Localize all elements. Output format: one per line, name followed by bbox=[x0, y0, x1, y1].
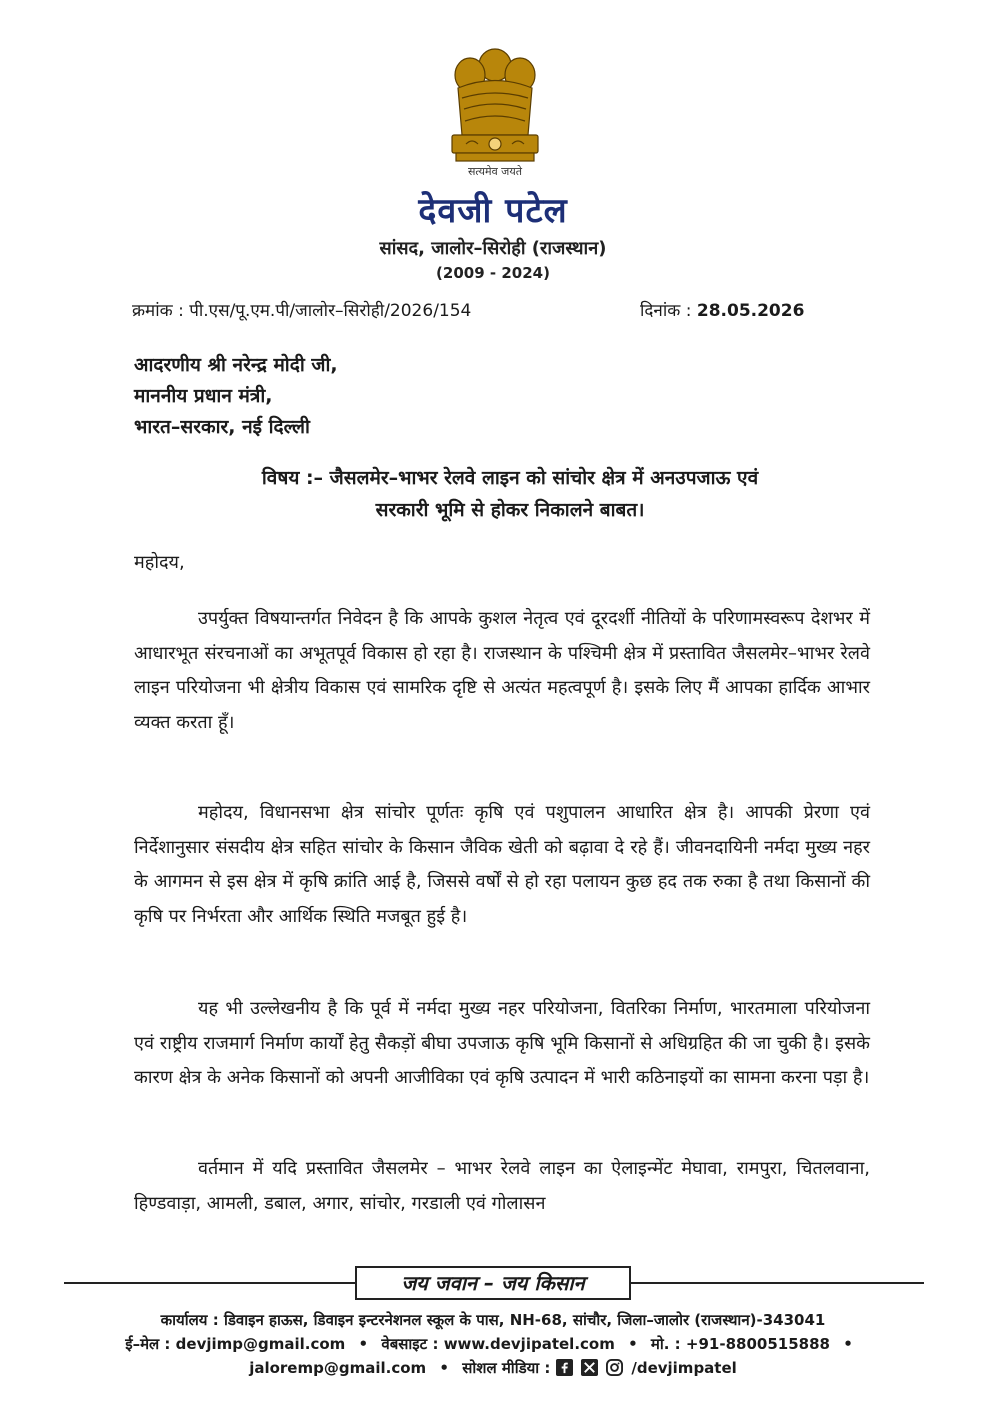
footer-contacts bbox=[40, 1334, 946, 1354]
subject-line: सरकारी भूमि से होकर निकालने बाबत। bbox=[375, 499, 645, 521]
bullet-separator: • bbox=[439, 1359, 449, 1377]
date-value: 28.05.2026 bbox=[696, 301, 805, 321]
reference-label: क्रमांक : bbox=[132, 301, 184, 321]
subject-block bbox=[130, 462, 890, 526]
bullet-separator: • bbox=[843, 1335, 853, 1353]
addressee-block bbox=[134, 350, 734, 443]
email-link[interactable]: devjimp@gmail.com bbox=[175, 1335, 346, 1353]
mobile-number[interactable]: +91-8800515888 bbox=[685, 1335, 830, 1353]
bullet-separator: • bbox=[628, 1335, 638, 1353]
salutation: महोदय, bbox=[134, 552, 185, 573]
sender-name: देवजी पटेल bbox=[418, 191, 568, 231]
website-label: वेबसाइट : bbox=[381, 1335, 439, 1353]
date-label: दिनांक : bbox=[640, 301, 692, 321]
body-paragraph: महोदय, विधानसभा क्षेत्र सांचोर पूर्णतः कृषि एवं पशुपालन आधारित क्षेत्र है। आपकी प्रेरणा एवं निर्देशानुसार संसदीय क्षेत्र सहित सांचोर के किसान जैविक खेती को बढ़ावा दे रहे हैं। जीवनदायिनी नर्मदा मुख्य नहर के आगमन से इस क्षेत्र में कृषि क्रांति आई है, जिससे वर्षों से हो रहा पलायन कुछ हद तक रुका है तथा किसानों की कृषि पर निर्भरता और आर्थिक स्थिति मजबूत हुई है। bbox=[134, 802, 870, 927]
instagram-icon[interactable] bbox=[606, 1359, 623, 1376]
footer-social bbox=[40, 1358, 946, 1378]
bullet-separator: • bbox=[358, 1335, 369, 1353]
body-paragraph: वर्तमान में यदि प्रस्तावित जैसलमेर – भाभर रेलवे लाइन का ऐलाइन्मेंट मेघावा, रामपुरा, चितलवाना, हिण्डवाड़ा, आमली, डबाल, अगार, सांचोर, गरडाली एवं गोलासन bbox=[134, 1158, 870, 1214]
mobile-label: मो. : bbox=[650, 1335, 681, 1353]
footer-address: कार्यालय : डिवाइन हाऊस, डिवाइन इन्टरनेशनल स्कूल के पास, NH-68, सांचौर, जिला–जालोर (राजस्थान)-343041 bbox=[160, 1311, 826, 1329]
facebook-icon[interactable] bbox=[556, 1359, 573, 1376]
email-link-secondary[interactable]: jaloremp@gmail.com bbox=[249, 1359, 427, 1377]
date-line bbox=[640, 298, 804, 321]
subject-line: विषय :– जैसलमेर–भाभर रेलवे लाइन को सांचोर क्षेत्र में अनउपजाऊ एवं bbox=[261, 467, 759, 489]
body-paragraph: यह भी उल्लेखनीय है कि पूर्व में नर्मदा मुख्य नहर परियोजना, वितरिका निर्माण, भारतमाला परियोजना एवं राष्ट्रीय राजमार्ग निर्माण कार्यों हेतु सैकड़ों बीघा उपजाऊ कृषि भूमि किसानों से अधिग्रहित की जा चुकी है। इसके कारण क्षेत्र के अनेक किसानों को अपनी आजीविका एवं कृषि उत्पादन में भारी कठिनाइयों का सामना करना पड़ा है। bbox=[134, 998, 870, 1088]
x-icon[interactable] bbox=[581, 1359, 598, 1376]
addressee-line: आदरणीय श्री नरेन्द्र मोदी जी, bbox=[134, 354, 338, 376]
sender-term: (2009 - 2024) bbox=[436, 264, 550, 282]
body-paragraph: उपर्युक्त विषयान्तर्गत निवेदन है कि आपके कुशल नेतृत्व एवं दूरदर्शी नीतियों के परिणामस्वरूप देशभर में आधारभूत संरचनाओं का अभूतपूर्व विकास हो रहा है। राजस्थान के पश्चिमी क्षेत्र में प्रस्तावित जैसलमेर–भाभर रेलवे लाइन परियोजना भी क्षेत्रीय विकास एवं सामरिक दृष्टि से अत्यंत महत्वपूर्ण है। इसके लिए मैं आपका हार्दिक आभार व्यक्त करता हूँ। bbox=[134, 608, 870, 733]
social-handle[interactable]: /devjimpatel bbox=[631, 1359, 737, 1377]
footer-slogan: जय जवान – जय किसान bbox=[355, 1266, 631, 1300]
addressee-line: माननीय प्रधान मंत्री, bbox=[134, 385, 273, 407]
reference-line bbox=[132, 298, 471, 321]
social-label: सोशल मीडिया : bbox=[462, 1359, 551, 1377]
addressee-line: भारत–सरकार, नई दिल्ली bbox=[134, 416, 310, 438]
website-link[interactable]: www.devjipatel.com bbox=[443, 1335, 615, 1353]
email-label: ई–मेल : bbox=[125, 1335, 171, 1353]
reference-number: पी.एस/पू.एम.पी/जालोर–सिरोही/2026/154 bbox=[189, 301, 472, 321]
emblem-motto: सत्यमेव जयते bbox=[467, 165, 522, 178]
sender-designation: सांसद, जालोर–सिरोही (राजस्थान) bbox=[379, 238, 607, 259]
